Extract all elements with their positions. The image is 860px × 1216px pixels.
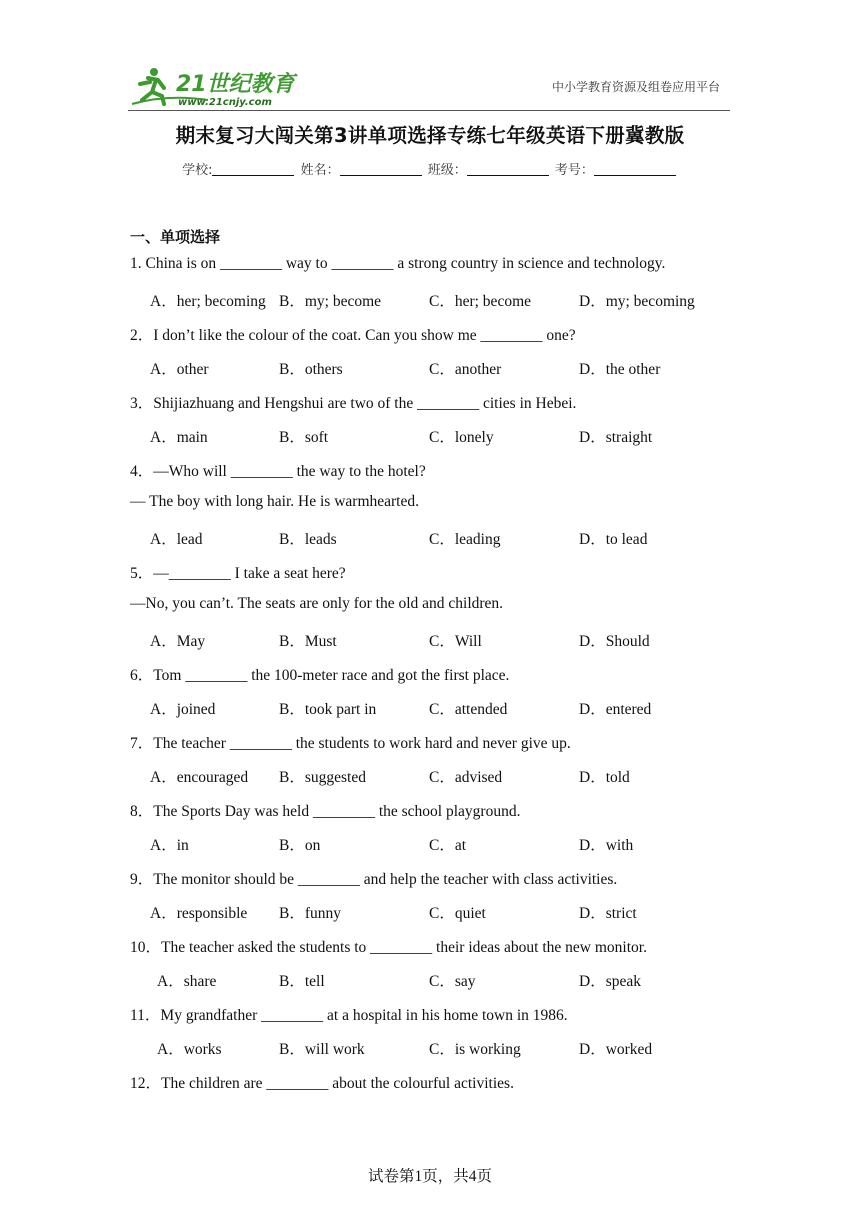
option-a[interactable]: A．main (150, 429, 208, 446)
options-row (0, 1037, 860, 1057)
option-b[interactable]: B．tell (279, 973, 325, 990)
option-a[interactable]: A．her; becoming (150, 293, 266, 310)
option-b[interactable]: B．leads (279, 531, 337, 548)
school-blank (212, 161, 294, 176)
option-b[interactable]: B．took part in (279, 701, 377, 718)
option-c[interactable]: C．leading (429, 531, 501, 548)
option-c[interactable]: C．at (429, 837, 467, 854)
question-stem: 3．Shijiazhuang and Hengshui are two of the ________ cities in Hebei. (130, 395, 577, 412)
question-dialog-line: —No, you can’t. The seats are only for the old and children. (130, 595, 504, 612)
option-d[interactable]: D．told (579, 769, 630, 786)
option-a[interactable]: A．encouraged (150, 769, 249, 786)
option-c[interactable]: C．Will (429, 633, 482, 650)
question-stem: 6．Tom ________ the 100-meter race and got the first place. (130, 667, 510, 684)
options-row (0, 289, 860, 309)
option-a[interactable]: A．lead (150, 531, 203, 548)
21cnjy-logo (128, 64, 298, 108)
option-d[interactable]: D．the other (579, 361, 661, 378)
option-c[interactable]: C．attended (429, 701, 508, 718)
option-d[interactable]: D．with (579, 837, 634, 854)
exam-no-label: 考号： (554, 163, 594, 178)
site-tagline: 中小学教育资源及组卷应用平台 (551, 80, 720, 94)
options-row (0, 425, 860, 445)
option-b[interactable]: B．will work (279, 1041, 365, 1058)
options-row (0, 527, 860, 547)
option-d[interactable]: D．entered (579, 701, 652, 718)
question-stem: 9．The monitor should be ________ and help the teacher with class activities. (130, 871, 618, 888)
option-c[interactable]: C．another (429, 361, 502, 378)
question-stem: 5．—________ I take a seat here? (130, 565, 346, 582)
option-d[interactable]: D．straight (579, 429, 653, 446)
option-b[interactable]: B．suggested (279, 769, 366, 786)
options-row (0, 901, 860, 921)
option-d[interactable]: D．my; becoming (579, 293, 695, 310)
option-d[interactable]: D．speak (579, 973, 641, 990)
option-b[interactable]: B．funny (279, 905, 342, 922)
option-d[interactable]: D．to lead (579, 531, 648, 548)
page-footer: 试卷第1页，共4页 (367, 1168, 492, 1185)
question-stem: 10．The teacher asked the students to ________ their ideas about the new monitor. (130, 939, 647, 956)
option-b[interactable]: B．on (279, 837, 321, 854)
options-row (0, 765, 860, 785)
option-c[interactable]: C．is working (429, 1041, 521, 1058)
name-label: 姓名： (300, 163, 340, 178)
option-a[interactable]: A．other (150, 361, 209, 378)
option-a[interactable]: A．works (157, 1041, 222, 1058)
class-label: 班级： (427, 163, 467, 178)
options-row (0, 833, 860, 853)
question-stem: 8．The Sports Day was held ________ the school playground. (130, 803, 521, 820)
option-a[interactable]: A．responsible (150, 905, 248, 922)
question-stem: 12．The children are ________ about the colourful activities. (130, 1075, 514, 1092)
class-blank (467, 161, 549, 176)
options-row (0, 357, 860, 377)
option-b[interactable]: B．soft (279, 429, 329, 446)
option-c[interactable]: C．her; become (429, 293, 532, 310)
option-a[interactable]: A．in (150, 837, 189, 854)
logo-text: 21世纪教育 (176, 72, 295, 97)
student-info-row (0, 159, 860, 178)
section-title: 一、单项选择 (130, 228, 221, 246)
option-c[interactable]: C．advised (429, 769, 503, 786)
question-stem: 4．—Who will ________ the way to the hotel? (130, 463, 426, 480)
option-a[interactable]: A．joined (150, 701, 216, 718)
option-c[interactable]: C．say (429, 973, 476, 990)
option-d[interactable]: D．worked (579, 1041, 653, 1058)
document-title: 期末复习大闯关第3讲单项选择专练七年级英语下册冀教版 (175, 124, 685, 147)
option-c[interactable]: C．quiet (429, 905, 486, 922)
page-header (128, 64, 730, 111)
options-row (0, 697, 860, 717)
question-dialog-line: — The boy with long hair. He is warmhearted. (130, 493, 419, 510)
option-a[interactable]: A．share (157, 973, 217, 990)
option-b[interactable]: B．others (279, 361, 343, 378)
question-stem: 7．The teacher ________ the students to work hard and never give up. (130, 735, 571, 752)
option-c[interactable]: C．lonely (429, 429, 494, 446)
option-a[interactable]: A．May (150, 633, 206, 650)
option-b[interactable]: B．my; become (279, 293, 382, 310)
question-stem: 11．My grandfather ________ at a hospital in his home town in 1986. (130, 1007, 568, 1024)
exam-no-blank (594, 161, 676, 176)
option-b[interactable]: B．Must (279, 633, 337, 650)
option-d[interactable]: D．Should (579, 633, 650, 650)
options-row (0, 629, 860, 649)
school-label: 学校: (182, 163, 213, 178)
option-d[interactable]: D．strict (579, 905, 637, 922)
question-stem: 1. China is on ________ way to ________ a strong country in science and technology. (130, 255, 666, 272)
name-blank (340, 161, 422, 176)
logo-url: www.21cnjy.com (178, 97, 272, 108)
question-stem: 2．I don’t like the colour of the coat. Can you show me ________ one? (130, 327, 576, 344)
options-row (0, 969, 860, 989)
